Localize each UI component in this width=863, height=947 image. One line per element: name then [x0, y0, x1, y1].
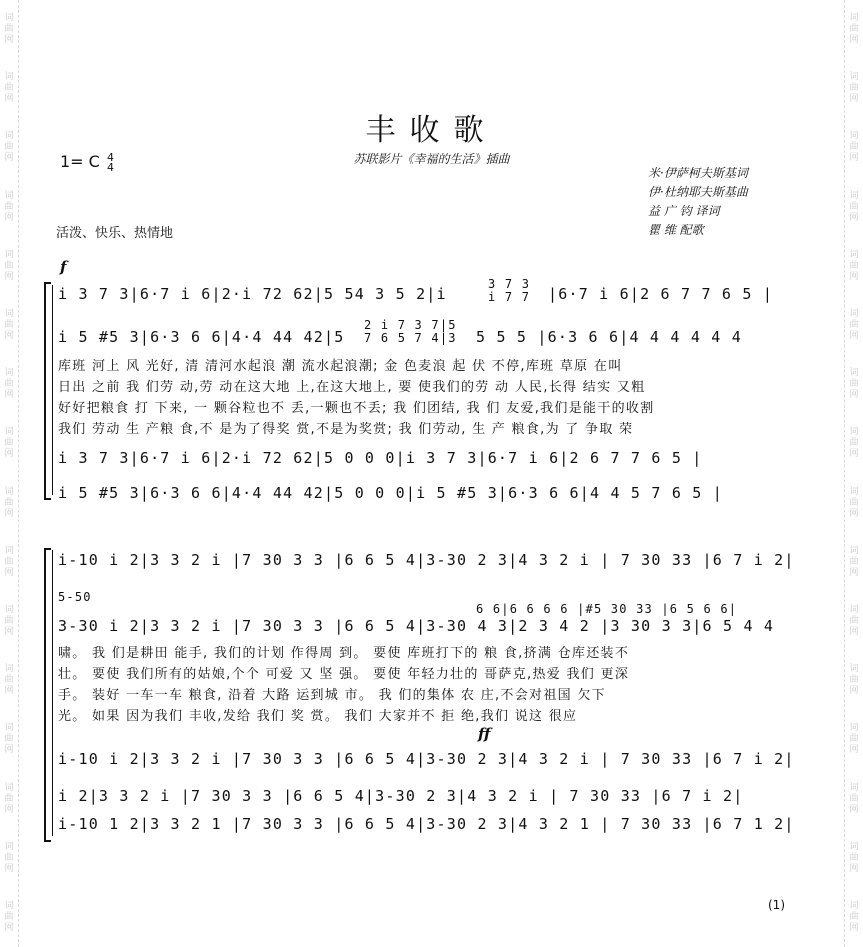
lyric-verse-3: 好好把粮食 打 下来, 一 颗谷粒也不 丢,一颗也不丢; 我 们团结, 我 们 友爱,我们是能干的收割 [58, 401, 655, 416]
notes-a-head: i 3 7 3|6·7 i 6|2·i 72 62|5 54 3 5 2|i [58, 285, 447, 303]
system2-lower-staff-b: i 2|3 3 2 i |7 30 3 3 |6 6 5 4|3-30 2 3|4 3 2 i | 7 30 33 |6 7 i 2| [58, 787, 744, 805]
watermark-mark: 词 曲 网 [4, 72, 14, 105]
lyric-verse-4: 我们 劳动 生 产粮 食,不 是为了得奖 赏,不是为奖赏; 我 们劳动, 生 产 粮食,为 了 争取 荣 [58, 422, 634, 437]
page-number: (1) [768, 898, 785, 912]
watermark-mark: 词 曲 网 [849, 249, 859, 282]
watermark-mark: 词 曲 网 [4, 723, 14, 756]
system1-chord-a [488, 278, 530, 304]
credit-composer: 伊·杜纳耶夫斯基曲 [648, 185, 748, 199]
credit-arranger: 瞿 维 配歌 [648, 223, 704, 237]
system2-lower-staff-c: i-10 1 2|3 3 2 1 |7 30 3 3 |6 6 5 4|3-30 2 3|4 3 2 1 | 7 30 33 |6 7 1 2| [58, 815, 795, 833]
watermark-mark: 词 曲 网 [849, 723, 859, 756]
system1-lower-staff-b: i 5 #5 3|6·3 6 6|4·4 44 42|5 0 0 0|i 5 #5 3|6·3 6 6|4 4 5 7 6 5 | [58, 484, 723, 502]
chord-a-top: 3 7 3 [488, 277, 531, 291]
watermark-mark: 词 曲 网 [849, 841, 859, 874]
watermark-mark: 词 曲 网 [4, 131, 14, 164]
watermark-mark: 词 曲 网 [849, 900, 859, 933]
system1-upper-staff-a-tail: |6·7 i 6|2 6 7 7 6 5 | [548, 285, 774, 303]
system1-upper-staff-b-tail: 5 5 5 |6·3 6 6|4 4 4 4 4 4 [476, 328, 742, 346]
watermark-mark: 词 曲 网 [849, 486, 859, 519]
credit-translator: 益 广 钧 译词 [648, 204, 720, 218]
time-top: 4 [106, 150, 114, 164]
lyric-verse-1: 库班 河上 风 光好, 清 清河水起浪 潮 流水起浪潮; 金 色麦浪 起 伏 不停,库班 草原 在叫 [58, 359, 623, 374]
system2-upper-staff-a: i-10 i 2|3 3 2 i |7 30 3 3 |6 6 5 4|3-30 2 3|4 3 2 i | 7 30 33 |6 7 i 2| [58, 551, 795, 569]
time-signature [106, 150, 114, 174]
system1-lyrics [58, 356, 655, 440]
watermark-mark: 词 曲 网 [4, 782, 14, 815]
lyric2-verse-4: 光。 如果 因为我们 丰收,发给 我们 奖 赏。 我们 大家并不 拒 绝,我们 说这 很应 [58, 709, 578, 724]
system2-barline [52, 550, 53, 836]
chord-b-top: 2 i 7 3 7|5 [364, 318, 457, 332]
lyric2-verse-1: 啸。 我 们是耕田 能手, 我们的计划 作得周 到。 要使 库班打下的 粮 食,挤满 仓库还装不 [58, 646, 630, 661]
watermark-mark: 词 曲 网 [4, 664, 14, 697]
system1-chord-b [364, 319, 457, 345]
watermark-mark: 词 曲 网 [849, 368, 859, 401]
watermark-mark: 词 曲 网 [849, 604, 859, 637]
chord-a-bottom: i 7 7 [488, 290, 531, 304]
system2-lyrics [58, 643, 629, 727]
watermark-mark: 词 曲 网 [849, 545, 859, 578]
lyric-verse-2: 日出 之前 我 们劳 动,劳 动在这大地 上,在这大地上, 要 使我们的劳 动 人民,长得 结实 又粗 [58, 380, 646, 395]
watermark-mark: 词 曲 网 [849, 782, 859, 815]
system2-upper-b-extra: 6 6|6 6 6 6 |#5 30 33 |6 5 6 6| [476, 602, 738, 616]
watermark-mark: 词 曲 网 [4, 309, 14, 342]
watermark-mark: 词 曲 网 [4, 13, 14, 46]
system2-upper-staff-b: 3-30 i 2|3 3 2 i |7 30 3 3 |6 6 5 4|3-30 4 3|2 3 4 2 |3 30 3 3|6 5 4 4 [58, 617, 775, 635]
system1-upper-staff-b: i 5 #5 3|6·3 6 6|4·4 44 42|5 [58, 328, 345, 346]
system1-upper-staff-a [58, 285, 447, 303]
dynamic-fortissimo: ff [478, 725, 491, 743]
key-label: 1= C [60, 152, 100, 171]
lyric2-verse-3: 手。 装好 一车一车 粮食, 沿着 大路 运到城 市。 我 们的集体 农 庄,不会对祖国 欠下 [58, 688, 606, 703]
watermark-mark: 词 曲 网 [849, 131, 859, 164]
watermark-mark: 词 曲 网 [4, 841, 14, 874]
watermark-mark: 词 曲 网 [4, 900, 14, 933]
song-subtitle: 苏联影片《幸福的生活》插曲 [353, 152, 510, 166]
watermark-mark: 词 曲 网 [849, 309, 859, 342]
lyric2-verse-2: 壮。 要使 我们所有的姑娘,个个 可爱 又 坚 强。 要使 年轻力壮的 哥萨克,热爱 我们 更深 [58, 667, 630, 682]
system1-brace [44, 282, 51, 500]
watermark-mark: 词 曲 网 [4, 545, 14, 578]
watermark-mark: 词 曲 网 [849, 72, 859, 105]
watermark-mark: 词 曲 网 [849, 664, 859, 697]
system1-barline [52, 285, 53, 495]
system2-upper-b-top: 5-50 [58, 590, 92, 604]
time-bottom: 4 [106, 160, 114, 174]
system2-brace [44, 548, 51, 842]
chord-b-bottom: 7 6 5 7 4|3 [364, 331, 457, 345]
watermark-mark: 词 曲 网 [4, 427, 14, 460]
watermark-mark: 词 曲 网 [4, 190, 14, 223]
tempo-marking: 活泼、快乐、热情地 [56, 226, 174, 241]
credit-lyricist: 米·伊萨柯夫斯基词 [648, 166, 748, 180]
watermark-mark: 词 曲 网 [849, 427, 859, 460]
system1-lower-staff-a: i 3 7 3|6·7 i 6|2·i 72 62|5 0 0 0|i 3 7 3|6·7 i 6|2 6 7 7 6 5 | [58, 449, 703, 467]
song-title: 丰收歌 [365, 113, 498, 148]
key-signature [60, 152, 114, 173]
watermark-mark: 词 曲 网 [849, 13, 859, 46]
credits [648, 164, 748, 240]
dynamic-forte: f [60, 258, 67, 276]
watermark-mark: 词 曲 网 [4, 368, 14, 401]
watermark-mark: 词 曲 网 [4, 604, 14, 637]
system2-lower-staff-a: i-10 i 2|3 3 2 i |7 30 3 3 |6 6 5 4|3-30 2 3|4 3 2 i | 7 30 33 |6 7 i 2| [58, 750, 795, 768]
watermark-mark: 词 曲 网 [849, 190, 859, 223]
watermark-mark: 词 曲 网 [4, 486, 14, 519]
watermark-mark: 词 曲 网 [4, 249, 14, 282]
